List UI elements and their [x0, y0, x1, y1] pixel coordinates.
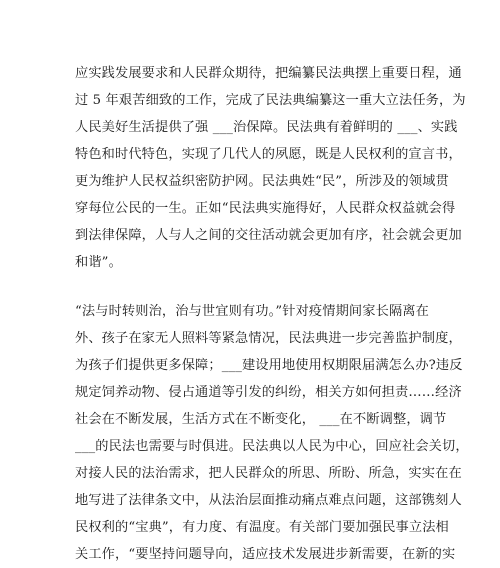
- paragraph-1: [75, 60, 466, 276]
- text-line: 社会在不断发展，生活方式在不断变化， ___在不断调整，调节: [75, 412, 447, 427]
- text-line: 对接人民的法治需求，把人民群众的所思、所盼、所急，实实在在: [75, 466, 462, 481]
- text-line: “法与时转则治，治与世宜则有功。”针对疫情期间家长隔离在: [75, 304, 429, 319]
- text-line: 穿每位公民的一生。正如“民法典实施得好，人民群众权益就会得: [75, 201, 456, 216]
- text-line: 为孩子们提供更多保障；___建设用地使用权期限届满怎么办?违反: [75, 358, 463, 373]
- text-line: 地写进了法律条文中，从法治层面推动痛点难点问题，这部镌刻人: [75, 493, 462, 508]
- text-line: ___的民法也需要与时俱进。民法典以人民为中心，回应社会关切，: [75, 439, 469, 454]
- text-line: 关工作，“要坚持问题导向，适应技术发展进步新需要，在新的实: [75, 547, 456, 562]
- text-line: 到法律保障，人与人之间的交往活动就会更加有序，社会就会更加: [75, 228, 462, 243]
- text-line: 应实践发展要求和人民群众期待，把编纂民法典摆上重要日程，通: [75, 66, 462, 81]
- text-line: 特色和时代特色，实现了几代人的夙愿，既是人民权利的宣言书，: [75, 147, 462, 162]
- text-line: 更为维护人民权益织密防护网。民法典姓“民”，所涉及的领域贯: [75, 174, 449, 189]
- text-line: 民权利的“宝典”，有力度、有温度。有关部门要加强民事立法相: [75, 520, 449, 535]
- text-line: 外、孩子在家无人照料等紧急情况，民法典进一步完善监护制度，: [75, 331, 462, 346]
- text-line: 和谐”。: [75, 255, 122, 270]
- text-line: 人民美好生活提供了强 ___治保障。民法典有着鲜明的 ___、实践: [75, 120, 458, 135]
- paragraph-2: [75, 298, 469, 568]
- text-line: 过 5 年艰苦细致的工作，完成了民法典编纂这一重大立法任务，为: [75, 93, 466, 108]
- text-line: 规定饲养动物、侵占通道等引发的纠纷，相关方如何担责……经济: [75, 385, 462, 400]
